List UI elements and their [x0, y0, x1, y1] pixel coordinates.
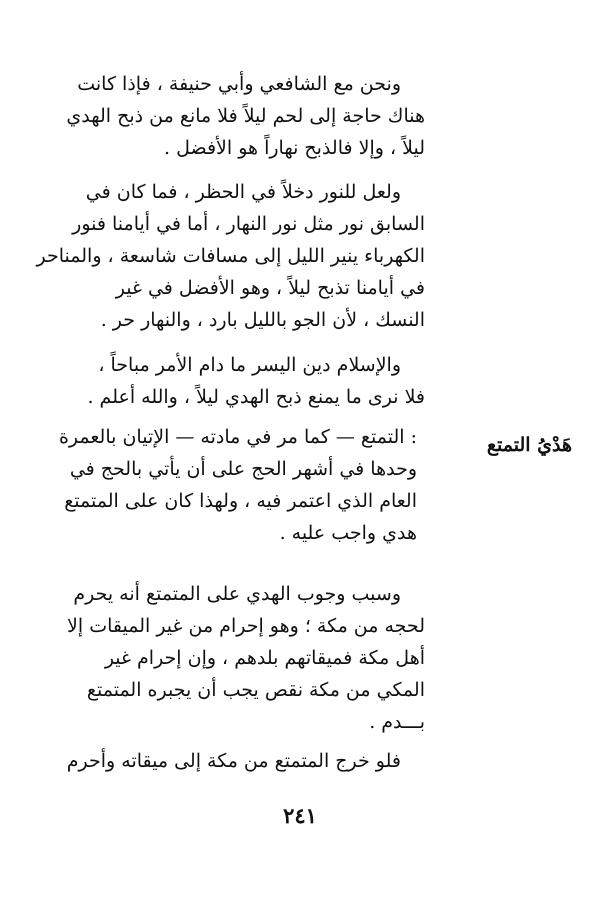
paragraph-line: المكي من مكة نقص يجب أن يجبره المتمتع [86, 679, 425, 701]
paragraph-line: ولعل للنور دخلاً في الحظر ، فما كان في [85, 181, 401, 203]
paragraph-line: الكهرباء ينير الليل إلى مسافات شاسعة ، والمناحر [36, 245, 425, 267]
side-heading: هَدْيُ التمتع [486, 434, 572, 456]
paragraph-line: بـــدم . [369, 711, 425, 733]
paragraph-line: والإسلام دين اليسر ما دام الأمر مباحاً ، [98, 354, 401, 376]
paragraph-1 [66, 68, 425, 164]
paragraph-line: وسبب وجوب الهدي على المتمتع أنه يحرم [73, 583, 401, 605]
page-number: ٢٤١ [283, 803, 317, 828]
paragraph-line: لحجه من مكة ؛ وهو إحرام من غير الميقات إلا [67, 615, 425, 637]
paragraph-line: فلا نرى ما يمنع ذبح الهدي ليلاً ، والله أعلم . [87, 386, 425, 408]
paragraph-line: أهل مكة فميقاتهم بلدهم ، وإن إحرام غير [104, 647, 425, 669]
paragraph-5 [67, 578, 425, 738]
paragraph-6 [66, 745, 425, 777]
paragraph-line: وحدها في أشهر الحج على أن يأتي بالحج في [69, 458, 417, 480]
paragraph-line: : التمتع — كما مر في مادته — الإتيان بالعمرة [58, 426, 417, 448]
paragraph-line: النسك ، لأن الجو بالليل بارد ، والنهار حر . [100, 309, 425, 331]
paragraph-line: هدي واجب عليه . [279, 522, 417, 544]
paragraph-line: السابق نور مثل نور النهار ، أما في أيامنا فنور [72, 213, 425, 235]
paragraph-3 [87, 349, 425, 413]
paragraph-4 [58, 421, 417, 549]
paragraph-line: هناك حاجة إلى لحم ليلاً فلا مانع من ذبح الهدي [66, 105, 425, 127]
paragraph-line: في أيامنا تذبح ليلاً ، وهو الأفضل في غير [115, 277, 425, 299]
paragraph-line: فلو خرج المتمتع من مكة إلى ميقاته وأحرم [66, 750, 401, 772]
paragraph-line: ونحن مع الشافعي وأبي حنيفة ، فإذا كانت [77, 73, 401, 95]
paragraph-line: ليلاً ، وإلا فالذبح نهاراً هو الأفضل . [164, 137, 425, 159]
paragraph-2 [36, 176, 425, 336]
paragraph-line: العام الذي اعتمر فيه ، ولهذا كان على المتمتع [64, 490, 417, 512]
